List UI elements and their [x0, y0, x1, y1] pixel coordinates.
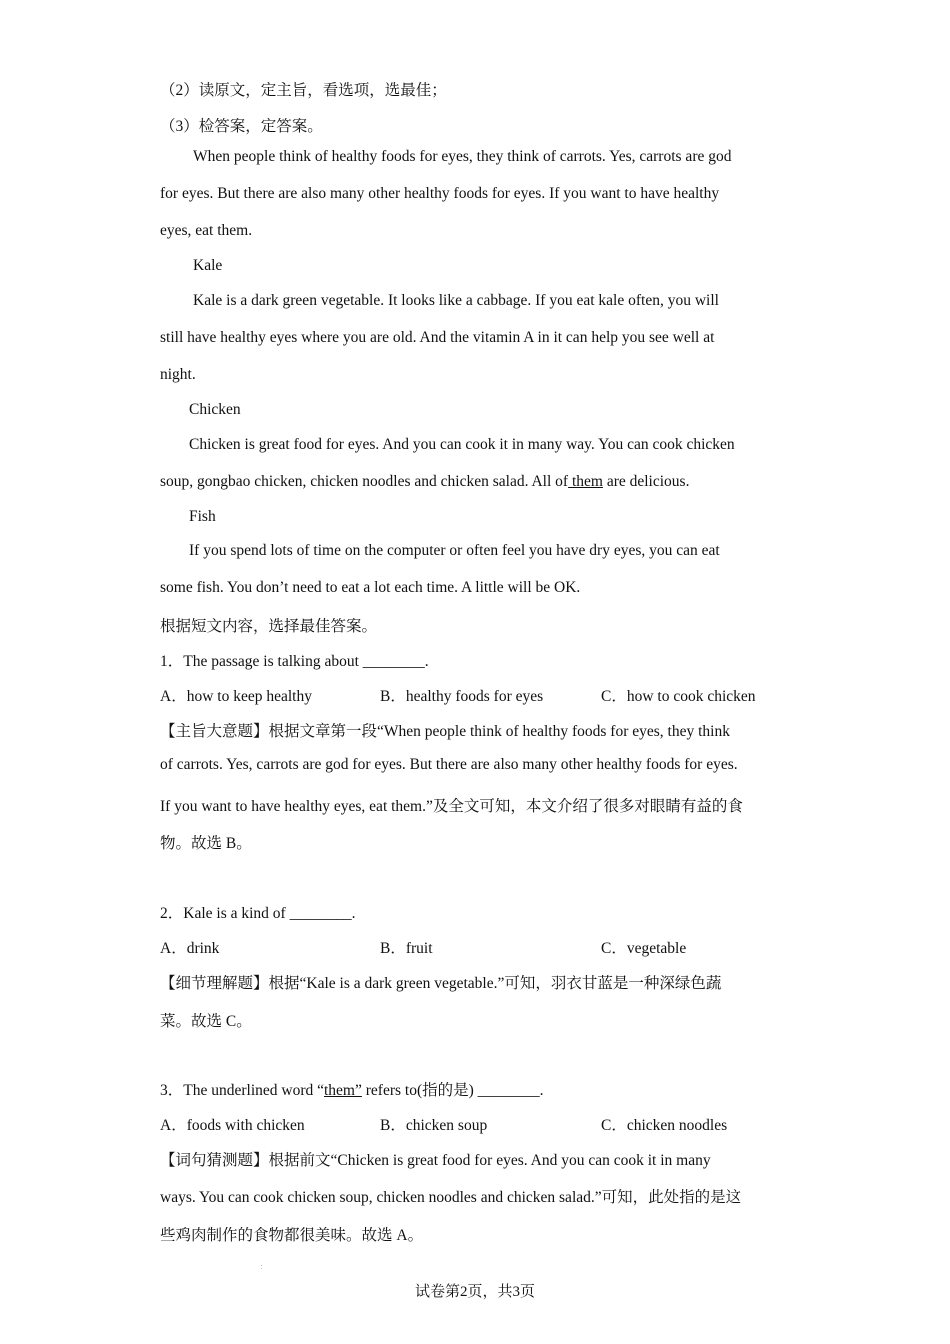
question-1-explanation-line-3: If you want to have healthy eyes, eat them.”及全文可知，本文介绍了很多对眼睛有益的食 — [160, 798, 743, 815]
question-3-option-a: A．foods with chicken — [160, 1117, 305, 1134]
fish-line-2: some fish. You don’t need to eat a lot each time. A little will be OK. — [160, 579, 581, 596]
question-3-explanation-line-3: 些鸡肉制作的食物都很美味。故选 A。 — [160, 1227, 424, 1244]
page-footer: 试卷第2页，共3页 — [414, 1284, 535, 1300]
small-mark: ： — [260, 1263, 267, 1271]
question-3-option-b: B．chicken soup — [380, 1117, 488, 1134]
question-1-explanation-line-4: 物。故选 B。 — [160, 835, 252, 852]
kale-line-1: Kale is a dark green vegetable. It looks like a cabbage. If you eat kale often, you will — [193, 292, 719, 309]
question-1-explanation-line-2: of carrots. Yes, carrots are god for eyes. But there are also many other healthy foods for eyes. — [160, 756, 738, 773]
question-3-stem-end: refers to(指的是) ________. — [361, 1082, 544, 1099]
question-2-stem: 2．Kale is a kind of ________. — [160, 905, 356, 922]
question-3-explanation-line-1: 【词句猜测题】根据前文“Chicken is great food for eyes. And you can cook it in many — [160, 1152, 711, 1169]
question-1-explanation-line-1: 【主旨大意题】根据文章第一段“When people think of healthy foods for eyes, they think — [160, 723, 730, 740]
chicken-line-2 — [160, 473, 689, 491]
question-2-option-c: C．vegetable — [601, 940, 687, 957]
step-3-text: （3）检答案，定答案。 — [160, 118, 323, 135]
kale-line-2: still have healthy eyes where you are old. And the vitamin A in it can help you see well at — [160, 329, 715, 346]
kale-line-3: night. — [160, 366, 196, 383]
passage-intro-line-3: eyes, eat them. — [160, 222, 253, 239]
question-2-option-a: A．drink — [160, 940, 220, 957]
passage-intro-line-2: for eyes. But there are also many other healthy foods for eyes. If you want to have healthy — [160, 185, 720, 202]
chicken-line-1: Chicken is great food for eyes. And you can cook it in many way. You can cook chicken — [189, 436, 735, 453]
step-2-text: （2）读原文，定主旨，看选项，选最佳； — [160, 82, 447, 99]
chicken-heading: Chicken — [189, 401, 241, 418]
kale-heading: Kale — [193, 257, 223, 274]
question-3-stem — [160, 1078, 544, 1100]
question-1-option-c: C．how to cook chicken — [601, 688, 756, 705]
instruction-text: 根据短文内容，选择最佳答案。 — [160, 618, 378, 635]
question-3-explanation-line-2: ways. You can cook chicken soup, chicken noodles and chicken salad.”可知，此处指的是这 — [160, 1189, 742, 1206]
question-3-stem-start: 3．The underlined word “ — [160, 1082, 324, 1099]
question-1-option-b: B．healthy foods for eyes — [380, 688, 544, 705]
question-2-explanation-line-2: 菜。故选 C。 — [160, 1013, 252, 1030]
passage-intro-line-1: When people think of healthy foods for eyes, they think of carrots. Yes, carrots are god — [193, 148, 732, 165]
chicken-line-2-end: are delicious. — [602, 473, 690, 490]
fish-heading: Fish — [189, 508, 216, 525]
question-2-option-b: B．fruit — [380, 940, 433, 957]
question-3-option-c: C．chicken noodles — [601, 1117, 728, 1134]
question-3-underlined-them: them” — [324, 1082, 362, 1099]
question-2-explanation-line-1: 【细节理解题】根据“Kale is a dark green vegetable.”可知，羽衣甘蓝是一种深绿色蔬 — [160, 975, 722, 992]
fish-line-1: If you spend lots of time on the computer or often feel you have dry eyes, you can eat — [189, 542, 720, 559]
question-1-option-a: A．how to keep healthy — [160, 688, 312, 705]
chicken-line-2-start: soup, gongbao chicken, chicken noodles and chicken salad. All of — [160, 473, 569, 490]
question-1-stem: 1．The passage is talking about ________. — [160, 653, 429, 670]
underlined-word-them: them — [568, 473, 603, 490]
